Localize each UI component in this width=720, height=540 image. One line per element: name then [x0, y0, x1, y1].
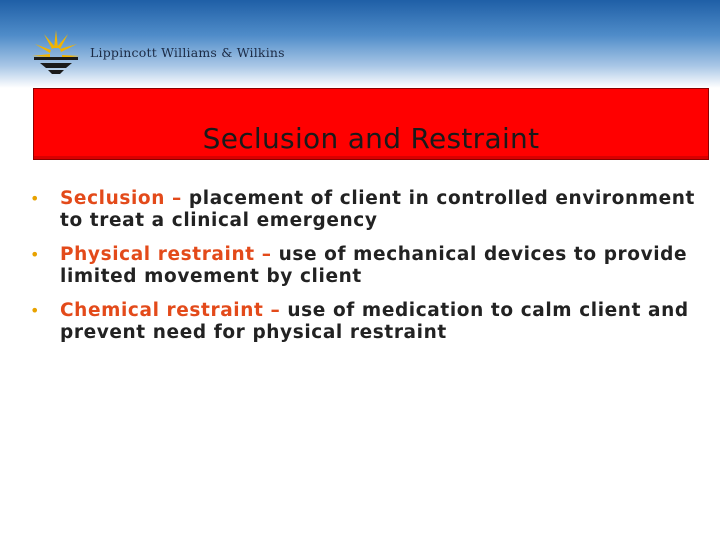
bullet-definition: placement of client in controlled environment to treat a clinical emergency	[60, 188, 695, 231]
bullet-list	[30, 188, 710, 356]
bullet-icon: •	[30, 245, 40, 264]
bullet-term: Chemical restraint –	[60, 300, 281, 321]
bullet-term: Seclusion –	[60, 188, 182, 209]
publisher-name: Lippincott Williams & Wilkins	[90, 44, 285, 60]
title-box	[33, 88, 709, 160]
bullet-term: Physical restraint –	[60, 244, 272, 265]
bullet-icon: •	[30, 189, 40, 208]
bullet-item-seclusion	[30, 188, 710, 232]
bullet-icon: •	[30, 301, 40, 320]
bullet-text	[60, 188, 710, 232]
slide-title: Seclusion and Restraint	[202, 122, 540, 155]
bullet-item-physical-restraint	[30, 244, 710, 288]
publisher-logo	[30, 24, 330, 80]
bullet-text	[60, 244, 710, 288]
bullet-text	[60, 300, 710, 344]
sunburst-icon	[30, 26, 82, 78]
bullet-definition: use of mechanical devices to provide limited movement by client	[60, 244, 688, 287]
bullet-item-chemical-restraint	[30, 300, 710, 344]
bullet-definition: use of medication to calm client and prevent need for physical restraint	[60, 300, 689, 343]
